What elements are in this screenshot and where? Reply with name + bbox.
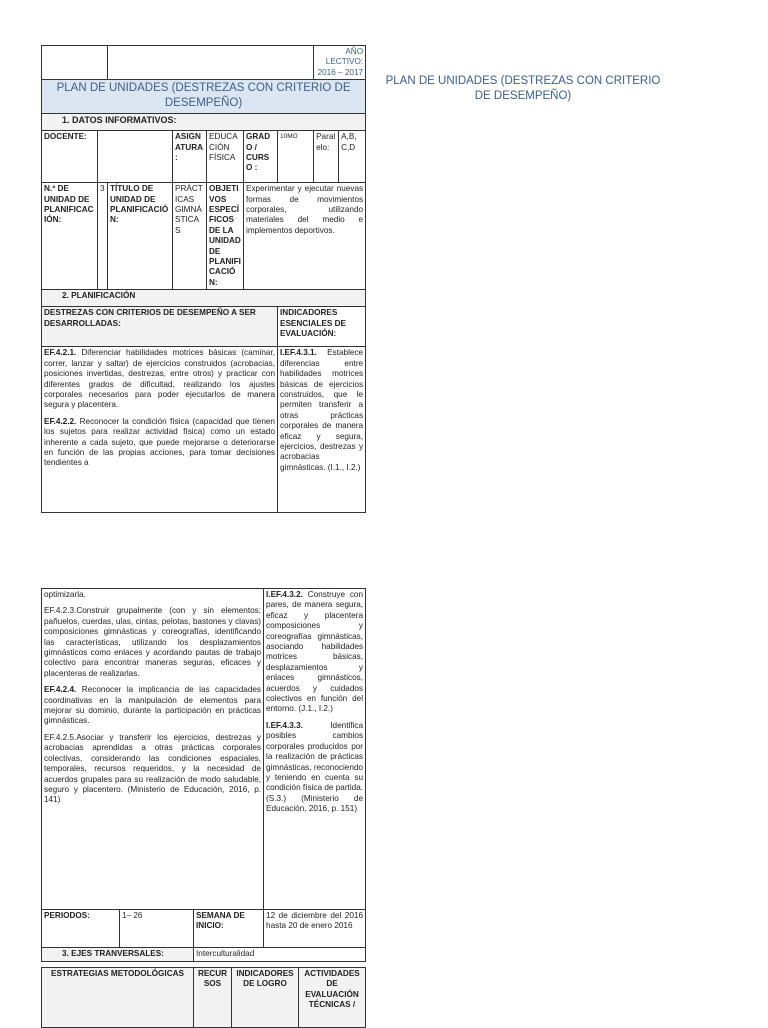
plan-table-page1 bbox=[41, 45, 366, 513]
periodos-value: 1– 26 bbox=[120, 910, 194, 948]
ef421 bbox=[44, 348, 275, 410]
ano-lectivo-label: AÑO LECTIVO: bbox=[325, 47, 364, 67]
ef424-text: Reconocer la implicancia de las capacidades coordinativas en la manipulación de elementos para mejorar su dominio, durante la participación en prácticas gimnásticas. bbox=[44, 685, 262, 726]
ind431-text: Establece diferencias entre habilidades motrices básicas de ejercicios construidos, que le permiten transferir a otras prácticas corporales de manera eficaz y segura, ejercicios, destrezas y acrobacias gimnásticas. (I.1., I.2.) bbox=[280, 348, 364, 472]
plan-title: PLAN DE UNIDADES (DESTREZAS CON CRITERIO DE DESEMPEÑO) bbox=[42, 80, 366, 114]
optimizarla: optimizarla. bbox=[44, 590, 86, 599]
asignatura-value: EDUCACIÓN FÍSICA bbox=[207, 131, 244, 183]
ef425: EF.4.2.5.Asociar y transferir los ejercicios, destrezas y acrobacias aprendidas a otras prácticas corporales colectivas, considerando las condiciones espaciales, temporales, recursos requeridos, y la necesidad de acuerdos grupales para su realización de modo saludable, seguro y placentero. (Ministerio de Educación, 2016, p. 141) bbox=[44, 732, 262, 805]
blank-cell bbox=[42, 46, 108, 80]
docente-value bbox=[98, 131, 173, 183]
actividades-header: ACTIVIDADES DE EVALUACIÓN TÉCNICAS / bbox=[299, 968, 366, 1028]
ef422 bbox=[44, 417, 275, 469]
indicadores-cont-cell bbox=[264, 589, 366, 910]
objetivos-value: Experimentar y ejecutar nuevas formas de movimientos corporales, utilizando materiales del medio e implementos deportivos. bbox=[244, 183, 366, 290]
indicadores-logro-header: INDICADORES DE LOGRO bbox=[232, 968, 299, 1028]
titulo-label: TÍTULO DE UNIDAD DE PLANIFICACIÓN: bbox=[108, 183, 173, 290]
grado-value: 10MO bbox=[278, 131, 314, 183]
destrezas-cell bbox=[42, 347, 278, 513]
blank-cell bbox=[108, 46, 314, 80]
docente-label: DOCENTE: bbox=[42, 131, 98, 183]
ef421-code: EF.4.2.1. bbox=[44, 348, 77, 358]
ind433-code: I.EF.4.3.3. bbox=[266, 720, 303, 730]
objetivos-label: OBJETIVOS ESPECÍFICOS DE LA UNIDAD DE PLANIFICACIÓN: bbox=[207, 183, 244, 290]
unidad-label: N.º DE UNIDAD DE PLANIFICACIÓN: bbox=[42, 183, 98, 290]
plan-table-page2 bbox=[41, 588, 366, 962]
periodos-label: PERIODOS: bbox=[42, 910, 120, 948]
ef424 bbox=[44, 685, 261, 727]
semana-label: SEMANA DE INICIO: bbox=[194, 910, 264, 948]
paralelo-label: Paralelo: bbox=[314, 131, 339, 183]
destrezas-header: DESTREZAS CON CRITERIOS DE DESEMPEÑO A SER DESARROLLADAS: bbox=[42, 307, 278, 347]
ef423: EF.4.2.3.Construir grupalmente (con y sin elementos: pañuelos, cuerdas, ulas, cintas, pelotas, bastones y clavas) composiciones gimnásticas y coreografías, identificando las características, utilizando los desplazamientos gimnásticos como enlaces y acordando pautas de trabajo colectivo para encontrar maneras seguras, eficaces y placenteras de realizarlas. bbox=[44, 606, 262, 678]
ano-lectivo bbox=[314, 46, 366, 80]
ind431-code: I.EF.4.3.1. bbox=[280, 348, 317, 358]
paralelo-value: A,B, C,D bbox=[339, 131, 366, 183]
destrezas-cont-cell bbox=[42, 589, 264, 910]
side-title: PLAN DE UNIDADES (DESTREZAS CON CRITERIO DE DESEMPEÑO) bbox=[385, 75, 661, 102]
estrategias-header: ESTRATEGIAS METODOLÓGICAS bbox=[42, 968, 194, 1028]
asignatura-label: ASIGNATURA: bbox=[173, 131, 207, 183]
grado-label: GRADO / CURSO : bbox=[244, 131, 278, 183]
unidad-value: 3 bbox=[98, 183, 108, 290]
ejes-value: Interculturalidad bbox=[194, 948, 366, 962]
estrategias-table bbox=[41, 967, 366, 1028]
ind433-text: Identifica posibles cambios corporales producidos por la realización de prácticas gimnásticas, reconociendo y teniendo en cuenta su condición física de partida. (S.3.) (Ministerio de Educación, 2016, p. 151) bbox=[266, 720, 364, 814]
indicadores-cell bbox=[278, 347, 366, 513]
section-planificacion: 2. PLANIFICACIÓN bbox=[42, 290, 366, 307]
ef421-text: Diferenciar habilidades motrices básicas (caminar, correr, lanzar y saltar) de ejercicios construidos (acrobacias, posiciones invertidas, destrezas, entre otros) y practicar con diferentes grados de dificultad, realizando los ajustes corporales necesarios para poder ejecutarlos de manera segura y placentera. bbox=[44, 348, 275, 410]
recursos-header: RECURSOS bbox=[194, 968, 232, 1028]
ef424-code: EF.4.2.4. bbox=[44, 685, 77, 695]
ef422-text: Reconocer la condición física (capacidad que tienen los sujetos para realizar actividad física) como un estado inherente a cada sujeto, que puede mejorarse o deteriorarse en función de las propias acciones, para tomar decisiones tendientes a bbox=[44, 416, 275, 468]
ano-lectivo-value: 2016 – 2017 bbox=[317, 67, 364, 77]
ef422-code: EF.4.2.2. bbox=[44, 416, 77, 426]
ind432-code: I.EF.4.3.2. bbox=[266, 590, 303, 599]
titulo-value: PRÁCTICAS GIMNÁSTICAS bbox=[173, 183, 207, 290]
ind432-text: Construye con pares, de manera segura, eficaz y placentera composiciones y coreografías gimnásticas, asociando habilidades motrices básicas, desplazamientos y enlaces gimnásticos, acuerdos y cuidados colectivos en función del entorno. (J.1., I.2.) bbox=[266, 590, 364, 714]
section-datos: 1. DATOS INFORMATIVOS: bbox=[42, 114, 366, 131]
ind433 bbox=[266, 721, 363, 815]
ind432 bbox=[266, 590, 363, 715]
semana-value: 12 de diciembre del 2016 hasta 20 de enero 2016 bbox=[264, 910, 366, 948]
indicadores-header: INDICADORES ESENCIALES DE EVALUACIÓN: bbox=[278, 307, 366, 347]
section-ejes: 3. EJES TRANVERSALES: bbox=[42, 948, 194, 962]
